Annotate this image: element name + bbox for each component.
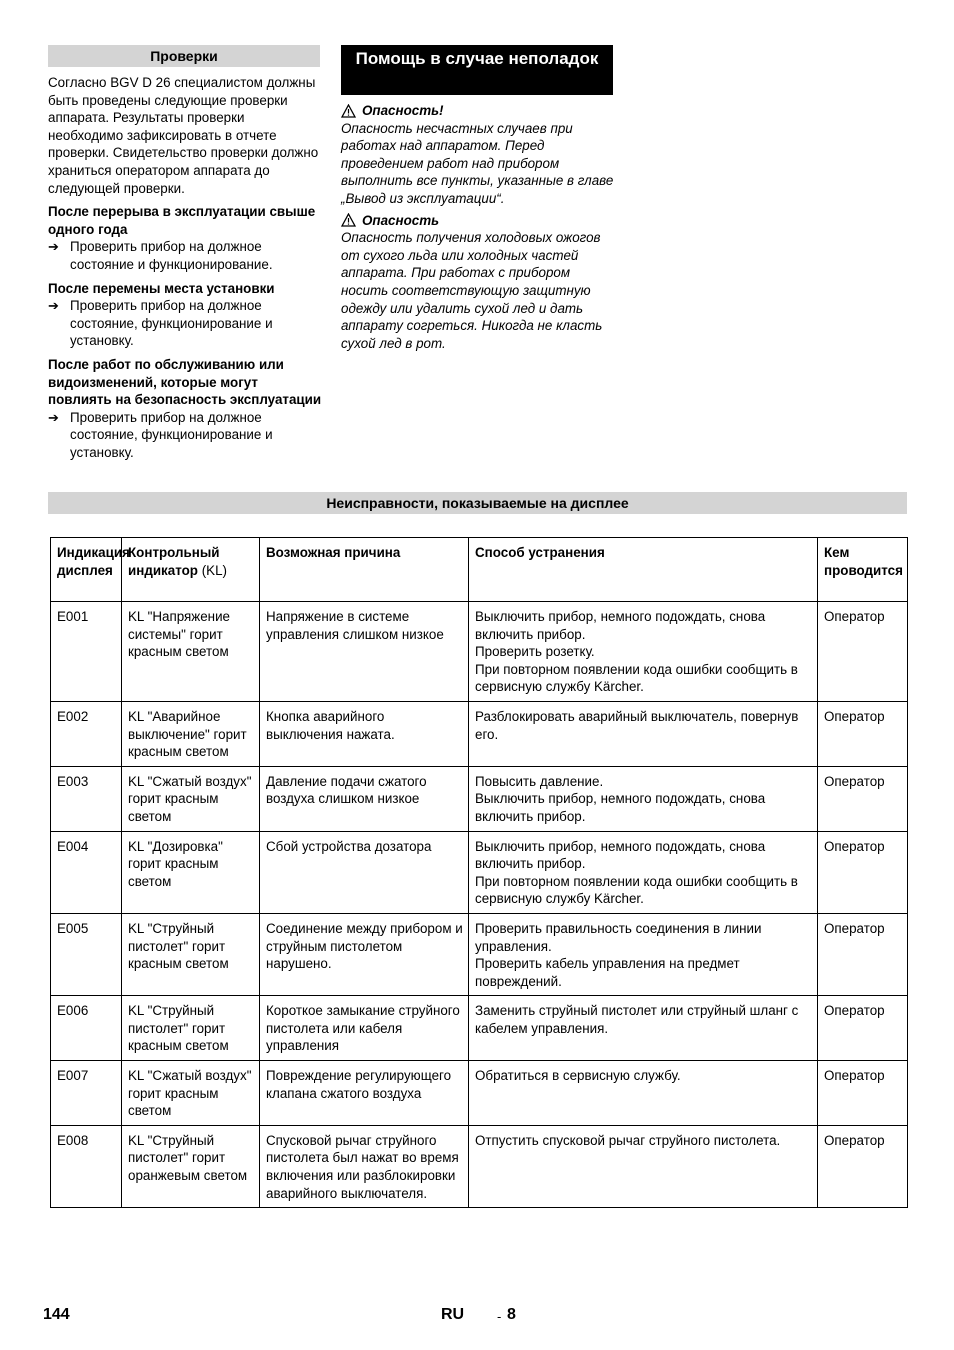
- warning-2-title: Опасность: [341, 212, 617, 230]
- remedy-line: При повторном появлении кода ошибки сообщить в сервисную службу Kärcher.: [475, 873, 798, 907]
- troubleshooting-title: Помощь в случае неполадок: [341, 45, 613, 95]
- header-fix: Способ устранения: [469, 538, 818, 602]
- fault-code-cell: E004: [51, 831, 122, 913]
- section-page-number: 8: [507, 1306, 516, 1323]
- checks-intro: Согласно BGV D 26 специалистом должны быть проведены следующие проверки аппарата. Результаты проверки необходимо зафиксировать в отчете проверки. Свидетельство проверки должно храниться оператором аппарата до следующей проверки.: [48, 75, 319, 196]
- page-number: 144: [43, 1306, 70, 1323]
- remedy-line: Проверить кабель управления на предмет повреждений.: [475, 956, 740, 989]
- remedy-cell: [469, 602, 818, 702]
- footer-separator: -: [497, 1309, 502, 1324]
- indicator-cell: KL "Струйный пистолет" горит оранжевым светом: [122, 1125, 260, 1207]
- cause-cell: Короткое замыкание струйного пистолета или кабеля управления: [260, 996, 469, 1061]
- performer-cell: Оператор: [818, 1125, 908, 1207]
- header-kl: Контрольный индикатор (KL): [122, 538, 260, 602]
- remedy-line: Повысить давление.: [475, 773, 604, 789]
- cause-cell: Соединение между прибором и струйным пистолетом нарушено.: [260, 913, 469, 995]
- section-heading-3: После работ по обслуживанию или видоизменений, которые могут повлиять на безопасность эксплуатации: [48, 356, 322, 408]
- fault-code-cell: E005: [51, 913, 122, 995]
- remedy-cell: [469, 1061, 818, 1126]
- remedy-line: Заменить струйный пистолет или струйный шланг с кабелем управления.: [475, 1003, 799, 1036]
- performer-cell: Оператор: [818, 602, 908, 702]
- remedy-cell: [469, 913, 818, 995]
- indicator-cell: KL "Дозировка" горит красным светом: [122, 831, 260, 913]
- header-code: Индикация дисплея: [51, 538, 122, 602]
- list-item: ➔ Проверить прибор на должное состояние, функционирование и установку.: [48, 298, 273, 349]
- indicator-cell: KL "Сжатый воздух" горит красным светом: [122, 766, 260, 831]
- warnings-block: [341, 102, 617, 352]
- section-heading-1: После перерыва в эксплуатации свыше одного года: [48, 204, 316, 237]
- fault-code-cell: E008: [51, 1125, 122, 1207]
- performer-cell: Оператор: [818, 913, 908, 995]
- fault-code-cell: E006: [51, 996, 122, 1061]
- table-header-row: [51, 538, 908, 602]
- remedy-line: Отпустить спусковой рычаг струйного пистолета.: [475, 1132, 781, 1148]
- cause-cell: Повреждение регулирующего клапана сжатого воздуха: [260, 1061, 469, 1126]
- remedy-line: Проверить розетку.: [475, 644, 595, 660]
- section-heading-2: После перемены места установки: [48, 280, 275, 296]
- fault-code-cell: E007: [51, 1061, 122, 1126]
- warning-triangle-icon: [341, 104, 356, 118]
- language-code: RU: [441, 1306, 465, 1323]
- remedy-cell: [469, 996, 818, 1061]
- warning-triangle-icon: [341, 213, 356, 227]
- performer-cell: Оператор: [818, 996, 908, 1061]
- performer-cell: Оператор: [818, 1061, 908, 1126]
- arrow-right-icon: ➔: [48, 298, 59, 314]
- remedy-line: Обратиться в сервисную службу.: [475, 1068, 681, 1084]
- performer-cell: Оператор: [818, 701, 908, 766]
- table-row: [51, 602, 908, 702]
- table-row: [51, 766, 908, 831]
- warning-1-text: Опасность несчастных случаев при работах над аппаратом. Перед проведением работ над прибором выполнить все пункты, указанные в главе „Вывод из эксплуатации“.: [341, 120, 614, 206]
- fault-code-cell: E002: [51, 701, 122, 766]
- remedy-cell: [469, 701, 818, 766]
- remedy-line: Разблокировать аварийный выключатель, повернув его.: [475, 708, 799, 742]
- checks-title: Проверки: [48, 45, 320, 67]
- list-item: ➔ Проверить прибор на должное состояние, функционирование и установку.: [48, 409, 273, 460]
- header-cause: Возможная причина: [260, 538, 469, 602]
- performer-cell: Оператор: [818, 766, 908, 831]
- table-row: [51, 831, 908, 913]
- remedy-line: Проверить правильность соединения в линии управления.: [475, 920, 762, 954]
- display-faults-title: Неисправности, показываемые на дисплее: [48, 492, 907, 514]
- remedy-line: Выключить прибор, немного подождать, снова включить прибор.: [475, 791, 766, 824]
- table-row: [51, 913, 908, 995]
- remedy-line: При повторном появлении кода ошибки сообщить в сервисную службу Kärcher.: [475, 661, 798, 695]
- cause-cell: Спусковой рычаг струйного пистолета был нажат во время включения или разблокировки аварийного выключателя.: [260, 1125, 469, 1207]
- indicator-cell: KL "Струйный пистолет" горит красным светом: [122, 996, 260, 1061]
- table-row: [51, 996, 908, 1061]
- remedy-line: Выключить прибор, немного подождать, снова включить прибор.: [475, 609, 766, 642]
- arrow-right-icon: ➔: [48, 409, 59, 425]
- warning-1-title: Опасность!: [341, 102, 617, 120]
- cause-cell: Кнопка аварийного выключения нажата.: [260, 701, 469, 766]
- indicator-cell: KL "Струйный пистолет" горит красным светом: [122, 913, 260, 995]
- cause-cell: Сбой устройства дозатора: [260, 831, 469, 913]
- header-who: Кем проводится: [818, 538, 908, 602]
- remedy-cell: [469, 831, 818, 913]
- arrow-right-icon: ➔: [48, 239, 59, 255]
- checks-body: [48, 74, 322, 461]
- remedy-cell: [469, 766, 818, 831]
- table-row: [51, 1061, 908, 1126]
- faults-table: [50, 537, 908, 1208]
- remedy-line: Выключить прибор, немного подождать, снова включить прибор.: [475, 838, 766, 872]
- fault-code-cell: E001: [51, 602, 122, 702]
- indicator-cell: KL "Напряжение системы" горит красным светом: [122, 602, 260, 702]
- table-row: [51, 1125, 908, 1207]
- indicator-cell: KL "Аварийное выключение" горит красным светом: [122, 701, 260, 766]
- remedy-cell: [469, 1125, 818, 1207]
- warning-2-text: Опасность получения холодовых ожогов от сухого льда или холодных частей аппарата. При работах с прибором носить соответствующую защитную одежду или удалить сухой лед и дать аппарату согреться. Никогда не класть сухой лед в рот.: [341, 230, 603, 351]
- indicator-cell: KL "Сжатый воздух" горит красным светом: [122, 1061, 260, 1126]
- cause-cell: Напряжение в системе управления слишком низкое: [260, 602, 469, 702]
- fault-code-cell: E003: [51, 766, 122, 831]
- list-item: ➔ Проверить прибор на должное состояние и функционирование.: [48, 239, 273, 272]
- performer-cell: Оператор: [818, 831, 908, 913]
- table-row: [51, 701, 908, 766]
- cause-cell: Давление подачи сжатого воздуха слишком низкое: [260, 766, 469, 831]
